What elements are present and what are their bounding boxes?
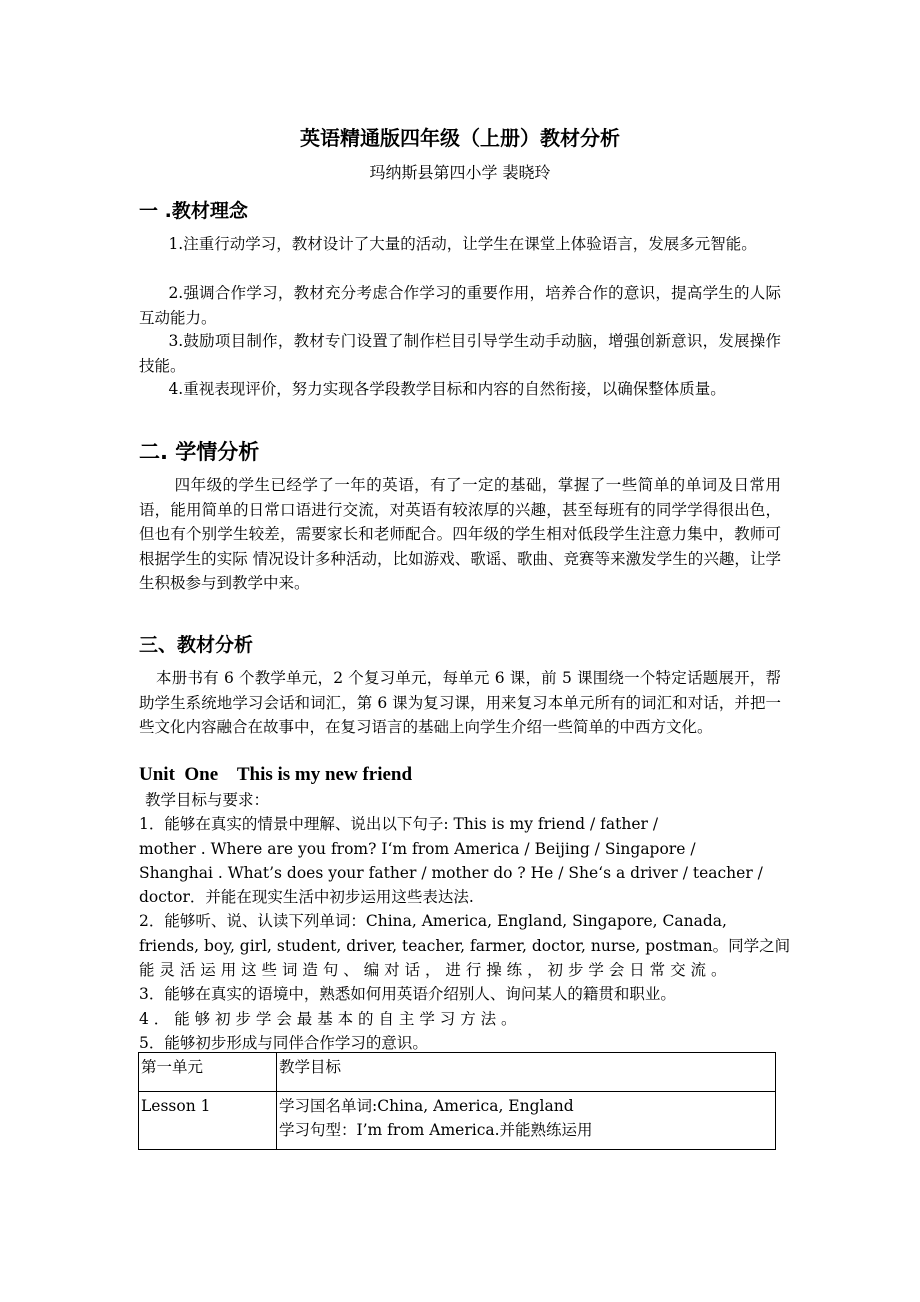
objective-text-line: 学习句型：I’m from America.并能熟练运用 [279,1121,593,1139]
unit-objectives [139,788,791,1055]
paragraph-1-2: 2.强调合作学习，教材充分考虑合作学习的重要作用，培养合作的意识，提高学生的人际互动能力。 [139,284,781,327]
paragraph-1-1: 1.注重行动学习，教材设计了大量的活动，让学生在课堂上体验语言，发展多元智能。 [168,235,757,253]
document-title: 英语精通版四年级（上册）教材分析 [300,126,620,150]
objective-line: Shanghai . What’s does your father / mother do ? He / She‘s a driver / teacher / [139,863,763,882]
objective-line: 能 灵 活 运 用 这 些 词 造 句 、 编 对 话 ， 进 行 操 练 ， 初 步 学 会 日 常 交 流 。 [139,961,727,980]
objective-line: 2．能够听、说、认读下列单词：China, America, England, Singapore, Canada, [139,912,727,931]
table-header-row [139,1053,776,1092]
objective-line: 4 ． 能 够 初 步 学 会 最 基 本 的 自 主 学 习 方 法 。 [139,1009,517,1028]
section-heading-1: 一 .教材理念 [139,200,248,222]
paragraph-2: 四年级的学生已经学了一年的英语，有了一定的基础，掌握了一些简单的单词及日常用语，能用简单的日常口语进行交流，对英语有较浓厚的兴趣，甚至每班有的同学学得很出色，但也有个别学生较差，需要家长和老师配合。四年级的学生相对低段学生注意力集中，教师可根据学生的实际 情况设计多种活动，比如游戏、歌谣、歌曲、竞赛等来激发学生的兴趣，让学生积极参与到教学中来。 [139,476,781,592]
table-row [139,1092,776,1150]
objective-text-line: 学习国名单词:China, America, England [279,1097,574,1115]
objective-line: 3．能够在真实的语境中，熟悉如何用英语介绍别人、询问某人的籍贯和职业。 [139,985,676,1004]
table-cell-objective [277,1092,776,1150]
document-author: 玛纳斯县第四小学 裴晓玲 [369,163,551,182]
objective-line: doctor．并能在现实生活中初步运用这些表达法. [139,888,474,907]
objective-line: mother . Where are you from? I‘m from America / Beijing / Singapore / [139,839,696,858]
table-header-objective: 教学目标 [277,1053,776,1092]
objective-line: 5．能够初步形成与同伴合作学习的意识。 [139,1033,428,1052]
section-heading-3: 三、教材分析 [139,634,254,656]
paragraph-1-4: 4.重视表现评价，努力实现各学段教学目标和内容的自然衔接，以确保整体质量。 [168,380,726,398]
paragraph-3: 本册书有 6 个教学单元，2 个复习单元，每单元 6 课，前 5 课围绕一个特定话题展开，帮助学生系统地学习会话和词汇，第 6 课为复习课，用来复习本单元所有的词汇和对话，并把一些文化内容融合在故事中，在复习语言的基础上向学生介绍一些简单的中西方文化。 [139,669,781,736]
paragraph-1-3: 3.鼓励项目制作，教材专门设置了制作栏目引导学生动手动脑，增强创新意识，发展操作技能。 [139,332,781,375]
lesson-table [138,1052,776,1150]
table-cell-lesson: Lesson 1 [139,1092,277,1150]
objective-line: 1．能够在真实的情景中理解、说出以下句子: This is my friend / father / [139,815,659,834]
section-heading-2: 二. 学情分析 [139,440,260,464]
table-header-unit: 第一单元 [139,1053,277,1092]
objectives-label: 教学目标与要求： [145,791,270,809]
unit-title: Unit One This is my new friend [139,764,413,785]
objective-line: friends, boy, girl, student, driver, teacher, farmer, doctor, nurse, postman。同学之间 [139,936,791,955]
